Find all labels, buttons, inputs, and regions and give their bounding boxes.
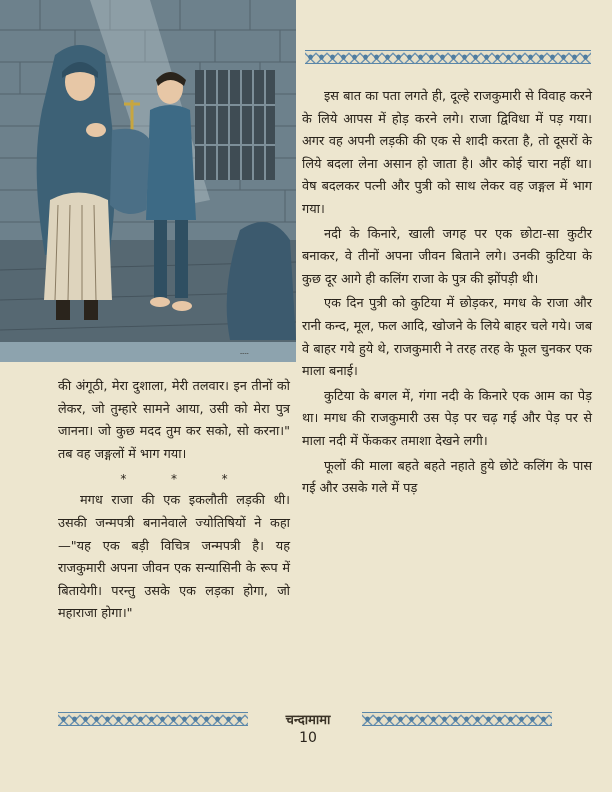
left-paragraph-2: मगध राजा की एक इकलौती लड़की थी। उसकी जन्मपत्री बनानेवाले ज्योतिषियों ने कहा—"यह एक बड़ी विचित्र जन्मपत्री है। यह राजकुमारी अपना जीवन एक सन्यासिनी के रूप में बितायेगी। परन्तु उसके एक लड़का होगा, जो महाराजा होगा।" [58,493,290,622]
right-paragraph-4: कुटिया के बगल में, गंगा नदी के किनारे एक आम का पेड़ था। मगध की राजकुमारी उस पेड़ पर चढ़ गई और पेड़ पर से माला नदी में फेंककर तमाशा देखने लगी। [302,388,592,449]
separator-star: * [170,472,177,487]
separator-star: * [120,472,127,487]
right-paragraph-5: फूलों की माला बहते बहते नहाते हुये छोटे कलिंग के पास गई और उसके गले में पड़ [302,458,592,497]
story-illustration [0,0,296,362]
illustration-woman-and-boy [0,0,296,362]
ornament-band-bottom-left [58,712,248,726]
right-paragraph-1: इस बात का पता लगते ही, दूल्हे राजकुमारी से विवाह करने के लिये आपस में होड़ करने लगे। राजा द्विविधा में पड़ गया। अगर वह अपनी लड़की की एक से शादी करता है, तो दूसरों के लिये बदला लेना असान हो जाता है। और कोई चारा नहीं था। वेष बदलकर पत्नी और पुत्री को साथ लेकर वह जङ्गल में भाग गया। [302,89,592,217]
left-paragraph-1: की अंगूठी, मेरा दुशाला, मेरी तलवार। इन तीनों को लेकर, जो तुम्हारे सामने आया, उसी को मेरा पुत्र जानना। जो कुछ मदद तुम कर सको, सो करना।" तब वह जङ्गलों में भाग गया। [58,379,290,462]
ornament-band-top [305,50,591,64]
left-text-column [58,376,290,626]
ornament-band-bottom-right [362,712,552,726]
right-paragraph-3: एक दिन पुत्री को कुटिया में छोड़कर, मगध के राजा और रानी कन्द, मूल, फल आदि, खोजने के लिये बाहर चले गये। जब वे बाहर गये हुये थे, राजकुमारी ने तरह तरह के फूल चुनकर एक माला बनाई। [302,296,592,380]
right-paragraph-2: नदी के किनारे, खाली जगह पर एक छोटा-सा कुटीर बनाकर, वे तीनों अपना जीवन बिताने लगे। उनकी कुटिया के कुछ दूर आगे ही कलिंग राजा के पुत्र की झोंपड़ी थी। [302,226,592,287]
magazine-title: चन्दामामा [285,713,331,728]
right-text-column [302,86,592,501]
svg-text:----: ---- [240,350,249,357]
page-number: 10 [299,730,317,746]
separator-star: * [221,472,228,487]
section-separator [58,470,290,488]
